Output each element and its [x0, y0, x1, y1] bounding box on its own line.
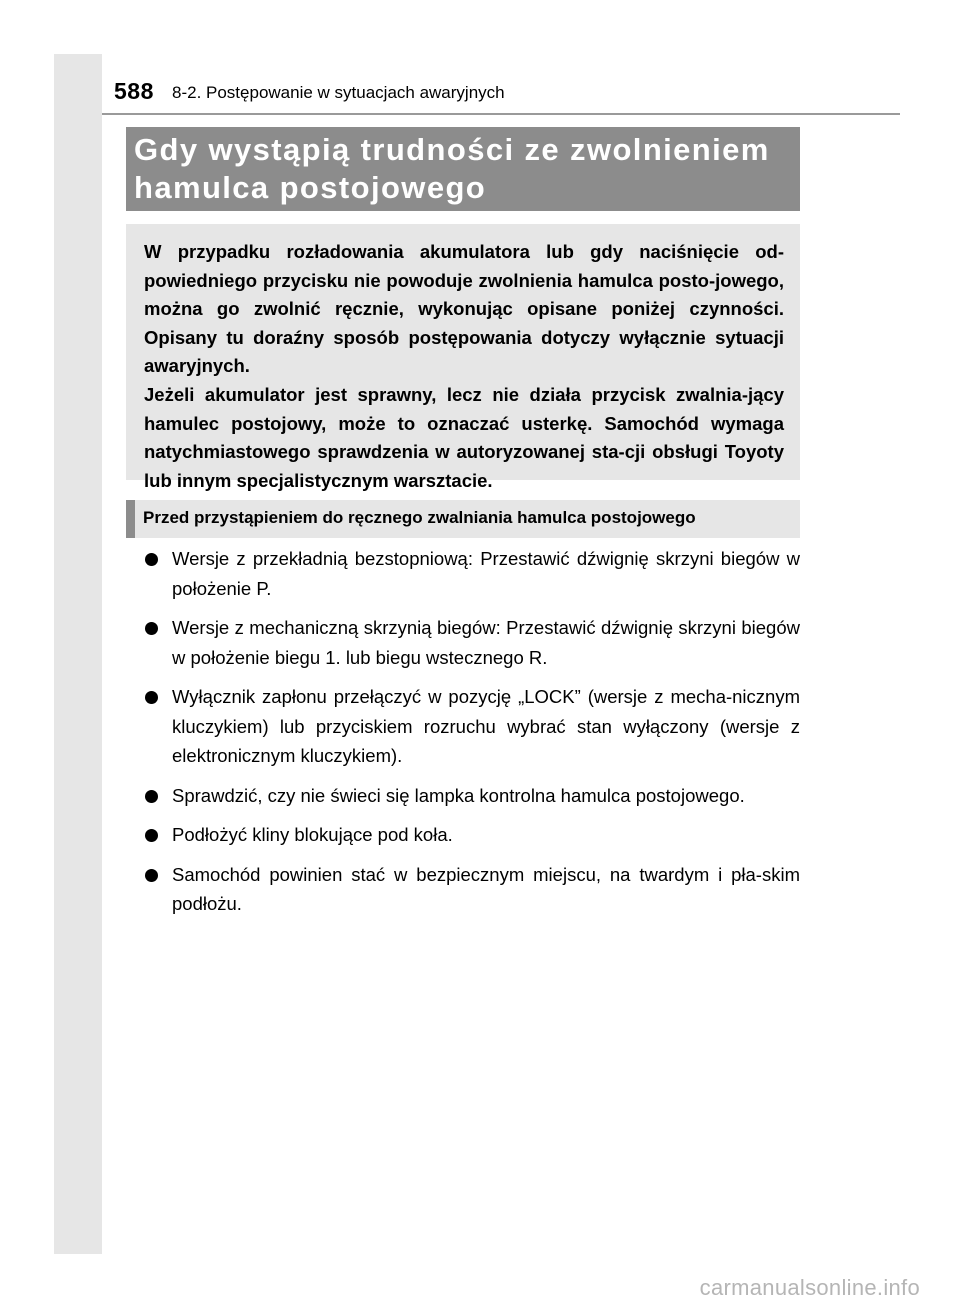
list-item [144, 781, 800, 811]
subheading: Przed przystąpieniem do ręcznego zwalniania hamulca postojowego [143, 508, 696, 527]
list-item-text: Wersje z mechaniczną skrzynią biegów: Przestawić dźwignię skrzyni biegów w położenie biegu 1. lub biegu wstecznego R. [172, 617, 800, 668]
list-item-text: Samochód powinien stać w bezpiecznym miejscu, na twardym i pła-skim podłożu. [172, 863, 800, 914]
list-item-text: Sprawdzić, czy nie świeci się lampka kontrolna hamulca postojowego. [172, 784, 745, 806]
section-label: 8-2. Postępowanie w sytuacjach awaryjnych [172, 83, 505, 102]
header-divider [102, 113, 900, 115]
bullet-dot-icon [145, 622, 158, 635]
bullet-dot-icon [145, 691, 158, 704]
page-title: Gdy wystąpią trudności ze zwolnieniem hamulca postojowego [134, 132, 770, 205]
intro-paragraph: W przypadku rozładowania akumulatora lub gdy naciśnięcie od-powiedniego przycisku nie powoduje zwolnienia hamulca posto-jowego, można go zwolnić ręcznie, wykonując opisane poniżej czynności. Opisany tu doraźny sposób postępowania dotyczy wyłącznie sytuacji awaryjnych. [144, 241, 784, 377]
intro-text [144, 238, 784, 495]
list-item [144, 544, 800, 603]
bullet-list [144, 544, 800, 929]
watermark: carmanualsonline.info [699, 1275, 920, 1300]
list-item-text: Wersje z przekładnią bezstopniową: Przestawić dźwignię skrzyni biegów w położenie P. [172, 548, 800, 599]
bullet-dot-icon [145, 829, 158, 842]
bullet-dot-icon [145, 790, 158, 803]
list-item-text: Podłożyć kliny blokujące pod koła. [172, 824, 453, 845]
list-item [144, 682, 800, 771]
list-item-text: Wyłącznik zapłonu przełączyć w pozycję „LOCK” (wersje z mecha-nicznym kluczykiem) lub przyciskiem rozruchu wybrać stan wyłączony (wersje z elektronicznym kluczykiem). [172, 686, 800, 766]
subheading-box [126, 500, 800, 538]
bullet-dot-icon [145, 869, 158, 882]
intro-box [126, 224, 800, 491]
side-strip [54, 54, 102, 1254]
list-item [144, 820, 800, 850]
page-number: 588 [114, 78, 154, 104]
list-item [144, 613, 800, 672]
intro-paragraph: Jeżeli akumulator jest sprawny, lecz nie działa przycisk zwalnia-jący hamulec postojowy, może to oznaczać usterkę. Samochód wymaga natychmiastowego sprawdzenia w autoryzowanej sta-cji obsługi Toyoty lub innym specjalistycznym warsztacie. [144, 383, 784, 491]
title-banner [126, 127, 800, 211]
page-header [114, 78, 900, 118]
list-item [144, 860, 800, 919]
bullet-dot-icon [145, 553, 158, 566]
